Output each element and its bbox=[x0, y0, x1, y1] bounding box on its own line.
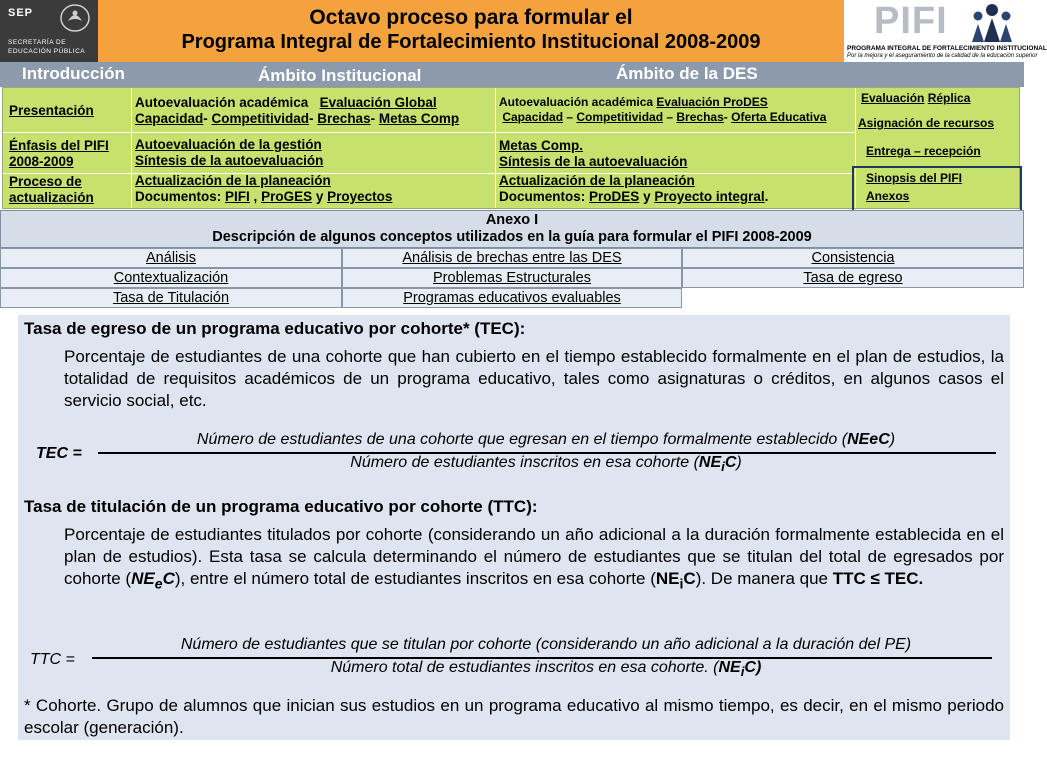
ttc-den-i: i bbox=[740, 664, 745, 680]
ttc-formula-label: TTC = bbox=[30, 651, 75, 668]
anexo-consistencia[interactable]: Consistencia bbox=[682, 248, 1024, 268]
nav-ambito-institucional[interactable]: Ámbito Institucional bbox=[258, 66, 422, 85]
link-des-brechas[interactable]: Brechas bbox=[676, 110, 724, 124]
link-des-competitividad[interactable]: Competitividad bbox=[576, 110, 664, 124]
ttc-text-1: Porcentaje de estudiantes titulados por cohorte (considerando un año adicional a la duración formalmente establecida en el plan de estudios). Esta tasa se calcula determinando el número de estudiantes que se titulan del total de egresados por cohorte ( bbox=[64, 525, 1004, 588]
ttc-denominator bbox=[96, 659, 996, 679]
anexo-problemas-estructurales[interactable]: Problemas Estructurales bbox=[342, 268, 682, 288]
page-title-line-2: Programa Integral de Fortalecimiento Institucional 2008-2009 bbox=[181, 31, 761, 53]
pifi-word: PIFI bbox=[874, 0, 948, 42]
sep-logo bbox=[0, 0, 98, 62]
menu-inst-gestion bbox=[135, 137, 493, 169]
link-evaluacion[interactable]: Evaluación bbox=[861, 91, 925, 105]
link-asignacion-recursos[interactable]: Asignación de recursos bbox=[858, 116, 995, 130]
menu-des-autoevaluacion: Autoevaluación académica Evaluación ProDES Capacidad – Competitividad – Brechas- Oferta Educativa bbox=[499, 95, 827, 124]
link-des-sintesis[interactable]: Síntesis de la autoevaluación bbox=[499, 154, 688, 169]
link-des-capacidad[interactable]: Capacidad bbox=[502, 110, 564, 124]
anexo-header bbox=[0, 210, 1024, 248]
sep-subtitle-1: SECRETARÍA DE bbox=[8, 39, 67, 46]
cohorte-note: * Cohorte. Grupo de alumnos que inician sus estudios en un programa educativo al mismo tiempo, es decir, en el mismo periodo escolar (generación). bbox=[24, 696, 1004, 737]
anexo-tasa-egreso[interactable]: Tasa de egreso bbox=[682, 268, 1024, 288]
ttc-c: C bbox=[162, 569, 175, 588]
anexo-analisis[interactable]: Análisis bbox=[0, 248, 342, 268]
link-proyectos[interactable]: Proyectos bbox=[327, 189, 393, 204]
ttc-c2: C bbox=[683, 569, 696, 588]
link-des-metas[interactable]: Metas Comp. bbox=[499, 138, 584, 153]
ttc-definition bbox=[64, 524, 1004, 595]
menu-inst-autoevaluacion: Autoevaluación académica Evaluación Global Capacidad- Competitividad- Brechas- Metas Comp bbox=[135, 95, 460, 126]
pifi-logo bbox=[844, 0, 1047, 62]
link-sinopsis-pifi[interactable]: Sinopsis del PIFI bbox=[866, 171, 963, 185]
ttc-heading: Tasa de titulación de un programa educativo por cohorte (TTC): bbox=[24, 497, 538, 516]
inst-autoevaluacion-label: Autoevaluación académica bbox=[135, 95, 309, 110]
anexo-programas-evaluables[interactable]: Programas educativos evaluables bbox=[342, 288, 682, 308]
anexo-analisis-brechas[interactable]: Análisis de brechas entre las DES bbox=[342, 248, 682, 268]
link-oferta-educativa[interactable]: Oferta Educativa bbox=[731, 110, 827, 124]
menu-inst-planeacion: Actualización de la planeación Documentos: PIFI , ProGES y Proyectos bbox=[135, 173, 393, 204]
inst-y: y bbox=[315, 189, 324, 204]
link-proyecto-integral[interactable]: Proyecto integral bbox=[654, 189, 765, 204]
anexo-subtitle: Descripción de algunos conceptos utilizados en la guía para formular el PIFI 2008-2009 bbox=[212, 229, 812, 245]
ttc-final: TTC ≤ TEC. bbox=[832, 569, 924, 588]
mexican-eagle-icon bbox=[58, 3, 92, 33]
page-title-line-1: Octavo proceso para formular el bbox=[309, 6, 633, 29]
pifi-people-icon bbox=[964, 2, 1020, 42]
ttc-den-text: Número total de estudiantes inscritos en esa cohorte. ( bbox=[330, 659, 719, 676]
tec-numerator-text: Número de estudiantes de una cohorte que egresan en el tiempo formalmente establecido ( bbox=[196, 431, 848, 448]
tec-den-c: C bbox=[724, 454, 737, 471]
tec-numerator-symbol: NEeC bbox=[847, 431, 890, 448]
anexo-tasa-titulacion[interactable]: Tasa de Titulación bbox=[0, 288, 342, 308]
tec-numerator: Número de estudiantes de una cohorte que egresan en el tiempo formalmente establecido (NEeC) bbox=[196, 431, 896, 448]
pifi-subtitle: PROGRAMA INTEGRAL DE FORTALECIMIENTO INSTITUCIONAL bbox=[847, 45, 1047, 52]
link-prodes[interactable]: ProDES bbox=[589, 189, 640, 204]
inst-documentos-label: Documentos: bbox=[135, 189, 222, 204]
link-proges[interactable]: ProGES bbox=[261, 189, 313, 204]
ttc-nei: NE bbox=[655, 569, 680, 588]
link-evaluacion-global[interactable]: Evaluación Global bbox=[319, 95, 437, 110]
menu-des-planeacion: Actualización de la planeación Documentos: ProDES y Proyecto integral. bbox=[499, 173, 769, 204]
nav-ambito-des[interactable]: Ámbito de la DES bbox=[616, 64, 758, 83]
nav-introduccion[interactable]: Introducción bbox=[22, 64, 125, 83]
link-replica[interactable]: Réplica bbox=[927, 91, 971, 105]
menu-evaluacion-replica bbox=[861, 91, 1021, 106]
menu-proceso-actualizacion[interactable]: Proceso de actualización bbox=[9, 174, 94, 205]
link-inst-capacidad[interactable]: Capacidad bbox=[135, 111, 204, 126]
link-evaluacion-prodes[interactable]: Evaluación ProDES bbox=[656, 95, 768, 109]
link-pifi[interactable]: PIFI bbox=[225, 189, 250, 204]
link-inst-brechas[interactable]: Brechas bbox=[317, 111, 371, 126]
anexo-title: Anexo I bbox=[485, 212, 539, 228]
tec-denominator-text: Número de estudiantes inscritos en esa cohorte ( bbox=[350, 454, 699, 471]
content-panel bbox=[18, 315, 1010, 740]
tec-den-sub: i bbox=[721, 459, 725, 475]
des-autoevaluacion-label: Autoevaluación académica bbox=[499, 95, 654, 109]
menu-des-sintesis bbox=[499, 138, 853, 170]
tec-den-ne: NE bbox=[698, 454, 722, 471]
anexo-contextualizacion[interactable]: Contextualización bbox=[0, 268, 342, 288]
ttc-text-2: ), entre el número total de estudiantes inscritos en esa cohorte ( bbox=[174, 569, 656, 588]
link-inst-metas[interactable]: Metas Comp bbox=[378, 111, 460, 126]
menu-enfasis[interactable]: Énfasis del PIFI 2008-2009 bbox=[9, 138, 109, 169]
pifi-tagline: Por la mejora y el aseguramiento de la calidad de la educación superior bbox=[847, 53, 1038, 59]
anexo-table bbox=[0, 210, 1024, 312]
ttc-den-c: C) bbox=[744, 659, 762, 676]
ttc-den-ne: NE bbox=[718, 659, 741, 676]
nav-strip bbox=[0, 62, 1024, 87]
link-entrega-recepcion[interactable]: Entrega – recepción bbox=[866, 144, 981, 158]
ttc-e: e bbox=[154, 576, 163, 593]
link-autoevaluacion-gestion[interactable]: Autoevaluación de la gestión bbox=[135, 137, 322, 152]
tec-heading: Tasa de egreso de un programa educativo por cohorte* (TEC): bbox=[24, 319, 526, 338]
menu-presentacion[interactable]: Presentación bbox=[9, 103, 94, 118]
ttc-ne: NE bbox=[131, 569, 155, 588]
link-inst-actualizacion[interactable]: Actualización de la planeación bbox=[135, 173, 331, 188]
link-inst-competitividad[interactable]: Competitividad bbox=[211, 111, 310, 126]
des-documentos-label: Documentos: bbox=[499, 189, 586, 204]
tec-formula-label: TEC = bbox=[36, 445, 82, 462]
link-des-actualizacion[interactable]: Actualización de la planeación bbox=[499, 173, 695, 188]
tec-denominator: Número de estudiantes inscritos en esa cohorte $(NE_iC)$ bbox=[350, 454, 742, 475]
link-inst-sintesis[interactable]: Síntesis de la autoevaluación bbox=[135, 153, 324, 168]
ttc-i: i bbox=[679, 576, 684, 593]
des-y: y bbox=[643, 189, 651, 204]
link-anexos[interactable]: Anexos bbox=[866, 189, 910, 203]
ttc-text-3: ). De manera que bbox=[695, 569, 833, 588]
tec-definition: Porcentaje de estudiantes de una cohorte que han cubierto en el tiempo establecido formalmente en el plan de estudios, la totalidad de requisitos académicos de un programa educativo, tales como asignaturas o créditos, en algunos casos el servicio social, etc. bbox=[64, 347, 1004, 410]
ttc-numerator: Número de estudiantes que se titulan por cohorte (considerando un año adicional a la duración del PE) bbox=[180, 636, 912, 653]
title-band bbox=[98, 0, 844, 62]
sep-subtitle-2: EDUCACIÓN PÚBLICA bbox=[8, 48, 86, 55]
sep-word: SEP bbox=[8, 7, 34, 19]
sinopsis-highlight-frame bbox=[852, 166, 1022, 212]
